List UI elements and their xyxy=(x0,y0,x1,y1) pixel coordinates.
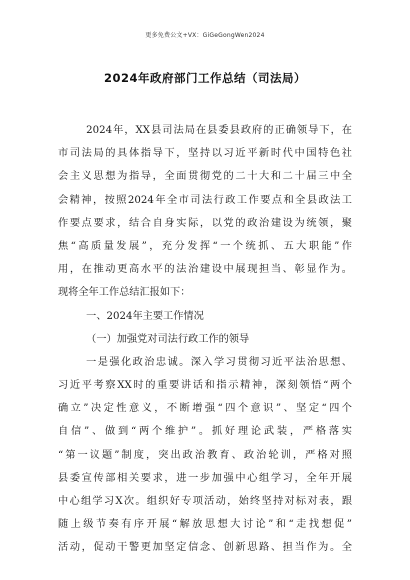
document-title: 2024年政府部门工作总结（司法局） xyxy=(103,71,306,85)
header-note: 更多免费公文+VX：GiGeGongWen2024 xyxy=(145,32,265,39)
body-line: 用，在推动更高水平的法治建设中展现担当、彰显作为。 xyxy=(58,264,352,276)
body-line: 焦“高质量发展”，充分发挥“一个统抓、五大职能”作 xyxy=(58,240,352,252)
body-line: “第一议题”制度，突出政治教育、政治轮训，严格对照 xyxy=(58,449,352,461)
body-line: 习近平考察XX时的重要讲话和指示精神，深刻领悟“两个 xyxy=(58,380,352,392)
document-body xyxy=(58,119,352,560)
body-line: 现将全年工作总结汇报如下： xyxy=(58,287,191,299)
body-line: 2024年，XX县司法局在县委县政府的正确领导下，在 xyxy=(86,125,352,136)
body-line: 活动，促动干警更加坚定信念、创新思路、担当作为。全 xyxy=(58,542,352,554)
body-line: （一）加强党对司法行政工作的领导 xyxy=(86,333,250,345)
body-line: 会主义思想为指导，全面贯彻党的二十大和二十届三中全 xyxy=(58,171,352,183)
body-line: 市司法局的具体指导下，坚持以习近平新时代中国特色社 xyxy=(58,148,352,160)
body-line: 中心组学习X次。组织好专项活动，始终坚持对标对表，跟 xyxy=(58,496,352,507)
body-line: 自信”、做到“两个维护”。抓好理论武装，严格落实 xyxy=(58,426,352,438)
body-line: 一、2024年主要工作情况 xyxy=(86,310,204,322)
body-line: 确立”决定性意义，不断增强“四个意识”、坚定“四个 xyxy=(58,403,352,415)
body-line: 随上级节奏有序开展“解放思想大讨论”和“走找想促” xyxy=(58,519,352,531)
body-line: 会精神，按照2024年全市司法行政工作要点和全县政法工 xyxy=(58,194,352,206)
body-line: 一是强化政治忠诚。深入学习贯彻习近平法治思想、 xyxy=(86,356,352,368)
body-line: 作要点要求，结合自身实际，以党的政治建设为统领，聚 xyxy=(58,217,352,229)
body-line: 县委宣传部相关要求，进一步加强中心组学习，全年开展 xyxy=(58,472,352,484)
